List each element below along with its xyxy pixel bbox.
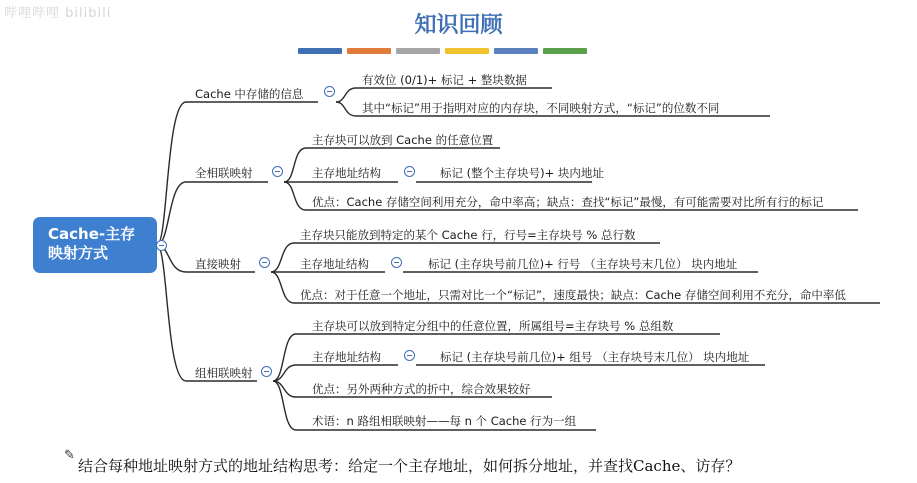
page-title: 知识回顾 — [414, 13, 503, 38]
address-structure-node[interactable]: 主存地址结构 — [312, 350, 381, 364]
root-node[interactable] — [33, 217, 157, 273]
pros-cons-node[interactable]: 优点：另外两种方式的折中，综合效果较好 — [312, 382, 531, 396]
address-structure-node[interactable]: 主存地址结构 — [300, 257, 369, 271]
collapse-icon[interactable] — [404, 350, 415, 361]
collapse-icon[interactable] — [156, 240, 167, 251]
branch-cache-info[interactable]: Cache 中存储的信息 — [195, 87, 304, 101]
collapse-icon[interactable] — [261, 366, 272, 377]
footer-question: 结合每种地址映射方式的地址结构思考：给定一个主存地址，如何拆分地址，并查找Cache、访存？ — [78, 457, 741, 475]
collapse-icon[interactable] — [259, 257, 270, 268]
collapse-icon[interactable] — [391, 257, 402, 268]
leaf-node[interactable]: 有效位 (0/1)+ 标记 + 整块数据 — [362, 73, 527, 87]
address-format-node[interactable]: 标记 (主存块号前几位)+ 行号 （主存块号末几位） 块内地址 — [428, 257, 738, 271]
watermark: 哔哩哔哩 bilibili — [4, 6, 112, 21]
collapse-icon[interactable] — [272, 166, 283, 177]
collapse-icon[interactable] — [404, 166, 415, 177]
branch-set-associative[interactable]: 组相联映射 — [195, 366, 253, 380]
address-format-node[interactable]: 标记 (整个主存块号)+ 块内地址 — [440, 166, 604, 180]
collapse-icon[interactable] — [324, 86, 335, 97]
branch-direct-mapping[interactable]: 直接映射 — [195, 257, 241, 271]
root-line-2: 映射方式 — [48, 244, 109, 262]
leaf-node[interactable]: 其中“标记”用于指明对应的内存块，不同映射方式，“标记”的位数不同 — [362, 101, 720, 115]
leaf-node[interactable]: 主存块可以放到特定分组中的任意位置，所属组号=主存块号 % 总组数 — [312, 319, 674, 333]
leaf-node[interactable]: 主存块可以放到 Cache 的任意位置 — [312, 133, 494, 147]
leaf-node[interactable]: 主存块只能放到特定的某个 Cache 行，行号=主存块号 % 总行数 — [300, 228, 636, 242]
terminology-node[interactable]: 术语：n 路组相联映射——每 n 个 Cache 行为一组 — [312, 414, 577, 428]
address-format-node[interactable]: 标记 (主存块号前几位)+ 组号 （主存块号末几位） 块内地址 — [440, 350, 750, 364]
pen-icon: ✎ — [64, 448, 75, 463]
root-line-1: Cache-主存 — [48, 225, 136, 243]
pros-cons-node[interactable]: 优点：Cache 存储空间利用充分，命中率高；缺点：查找“标记”最慢，有可能需要对比所有行的标记 — [312, 195, 824, 209]
pros-cons-node[interactable]: 优点：对于任意一个地址，只需对比一个“标记”，速度最快；缺点：Cache 存储空间利用不充分，命中率低 — [300, 288, 846, 302]
branch-fully-associative[interactable]: 全相联映射 — [195, 166, 253, 180]
address-structure-node[interactable]: 主存地址结构 — [312, 166, 381, 180]
